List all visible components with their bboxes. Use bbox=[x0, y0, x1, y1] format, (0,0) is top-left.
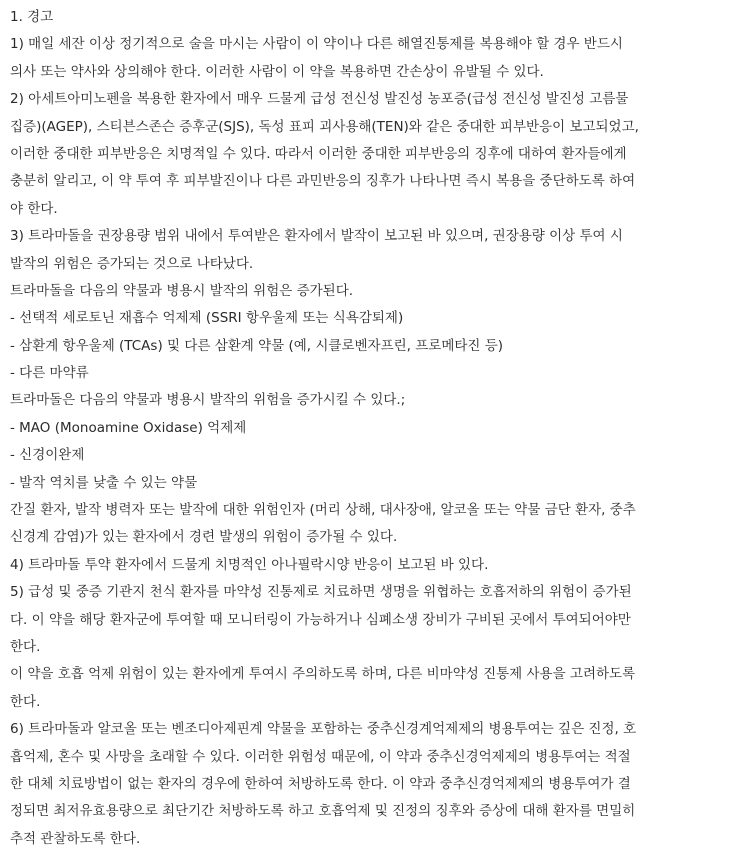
text-line: 간질 환자, 발작 병력자 또는 발작에 대한 위험인자 (머리 상해, 대사장애, 알코올 또는 약물 금단 환자, 중추 bbox=[10, 502, 636, 519]
text-line: 한 대체 치료방법이 없는 환자의 경우에 한하여 처방하도록 한다. 이 약과 중추신경억제제의 병용투여가 결 bbox=[10, 775, 631, 792]
text-line: 1) 매일 세잔 이상 정기적으로 술을 마시는 사람이 이 약이나 다른 해열진통제를 복용해야 할 경우 반드시 bbox=[10, 36, 623, 53]
text-line: 트라마돌을 다음의 약물과 병용시 발작의 위험은 증가된다. bbox=[10, 282, 354, 299]
text-line: 집증)(AGEP), 스티븐스존슨 증후군(SJS), 독성 표피 괴사용해(TEN)와 같은 중대한 피부반응이 보고되었고, bbox=[10, 118, 639, 135]
list-item: - 발작 역치를 낮출 수 있는 약물 bbox=[10, 474, 198, 491]
text-line: 6) 트라마돌과 알코올 또는 벤조디아제핀계 약물을 포함하는 중추신경계억제제의 병용투여는 깊은 진정, 호 bbox=[10, 721, 637, 738]
text-line: 5) 급성 및 중증 기관지 천식 환자를 마약성 진통제로 치료하면 생명을 위협하는 호흡저하의 위험이 증가된 bbox=[10, 584, 632, 601]
section-heading: 1. 경고 bbox=[10, 9, 54, 25]
text-line: 트라마돌은 다음의 약물과 병용시 발작의 위험을 증가시킬 수 있다.; bbox=[10, 392, 406, 409]
text-line: 의사 또는 약사와 상의해야 한다. 이러한 사람이 이 약을 복용하면 간손상이 유발될 수 있다. bbox=[10, 63, 544, 80]
list-item: - 선택적 세로토닌 재흡수 억제제 (SSRI 항우울제 또는 식욕감퇴제) bbox=[10, 310, 404, 327]
text-line: 다. 이 약을 해당 환자군에 투여할 때 모니터링이 가능하거나 심폐소생 장비가 구비된 곳에서 투여되어야만 bbox=[10, 611, 631, 628]
text-line: 한다. bbox=[10, 638, 41, 655]
text-line: 한다. bbox=[10, 693, 41, 710]
list-item: - 다른 마약류 bbox=[10, 365, 89, 382]
list-item: - MAO (Monoamine Oxidase) 억제제 bbox=[10, 419, 247, 436]
text-line: 추적 관찰하도록 한다. bbox=[10, 830, 141, 847]
text-line: 3) 트라마돌을 권장용량 범위 내에서 투여받은 환자에서 발작이 보고된 바 있으며, 권장용량 이상 투여 시 bbox=[10, 228, 623, 245]
text-line: 이 약을 호흡 억제 위험이 있는 환자에게 투여시 주의하도록 하며, 다른 비마약성 진통제 사용을 고려하도록 bbox=[10, 666, 636, 683]
text-line: 이러한 중대한 피부반응은 치명적일 수 있다. 따라서 이러한 중대한 피부반응의 징후에 대하여 환자들에게 bbox=[10, 145, 627, 162]
text-line: 4) 트라마돌 투약 환자에서 드물게 치명적인 아나필락시양 반응이 보고된 바 있다. bbox=[10, 556, 489, 573]
text-line: 2) 아세트아미노펜을 복용한 환자에서 매우 드물게 급성 전신성 발진성 농포증(급성 전신성 발진성 고름물 bbox=[10, 91, 629, 108]
text-line: 충분히 알리고, 이 약 투여 후 피부발진이나 다른 과민반응의 징후가 나타나면 즉시 복용을 중단하도록 하여 bbox=[10, 173, 636, 190]
text-line: 야 한다. bbox=[10, 200, 58, 217]
list-item: - 삼환계 항우울제 (TCAs) 및 다른 삼환계 약물 (예, 시클로벤자프린, 프로메타진 등) bbox=[10, 337, 504, 354]
text-line: 정되면 최저유효용량으로 최단기간 처방하도록 하고 호흡억제 및 진정의 징후와 증상에 대해 환자를 면밀히 bbox=[10, 803, 636, 820]
list-item: - 신경이완제 bbox=[10, 447, 85, 464]
text-line: 발작의 위험은 증가되는 것으로 나타났다. bbox=[10, 255, 254, 272]
text-line: 흡억제, 혼수 및 사망을 초래할 수 있다. 이러한 위험성 때문에, 이 약과 중추신경억제제의 병용투여는 적절 bbox=[10, 748, 631, 765]
text-line: 신경계 감염)가 있는 환자에서 경련 발생의 위험이 증가될 수 있다. bbox=[10, 529, 398, 546]
